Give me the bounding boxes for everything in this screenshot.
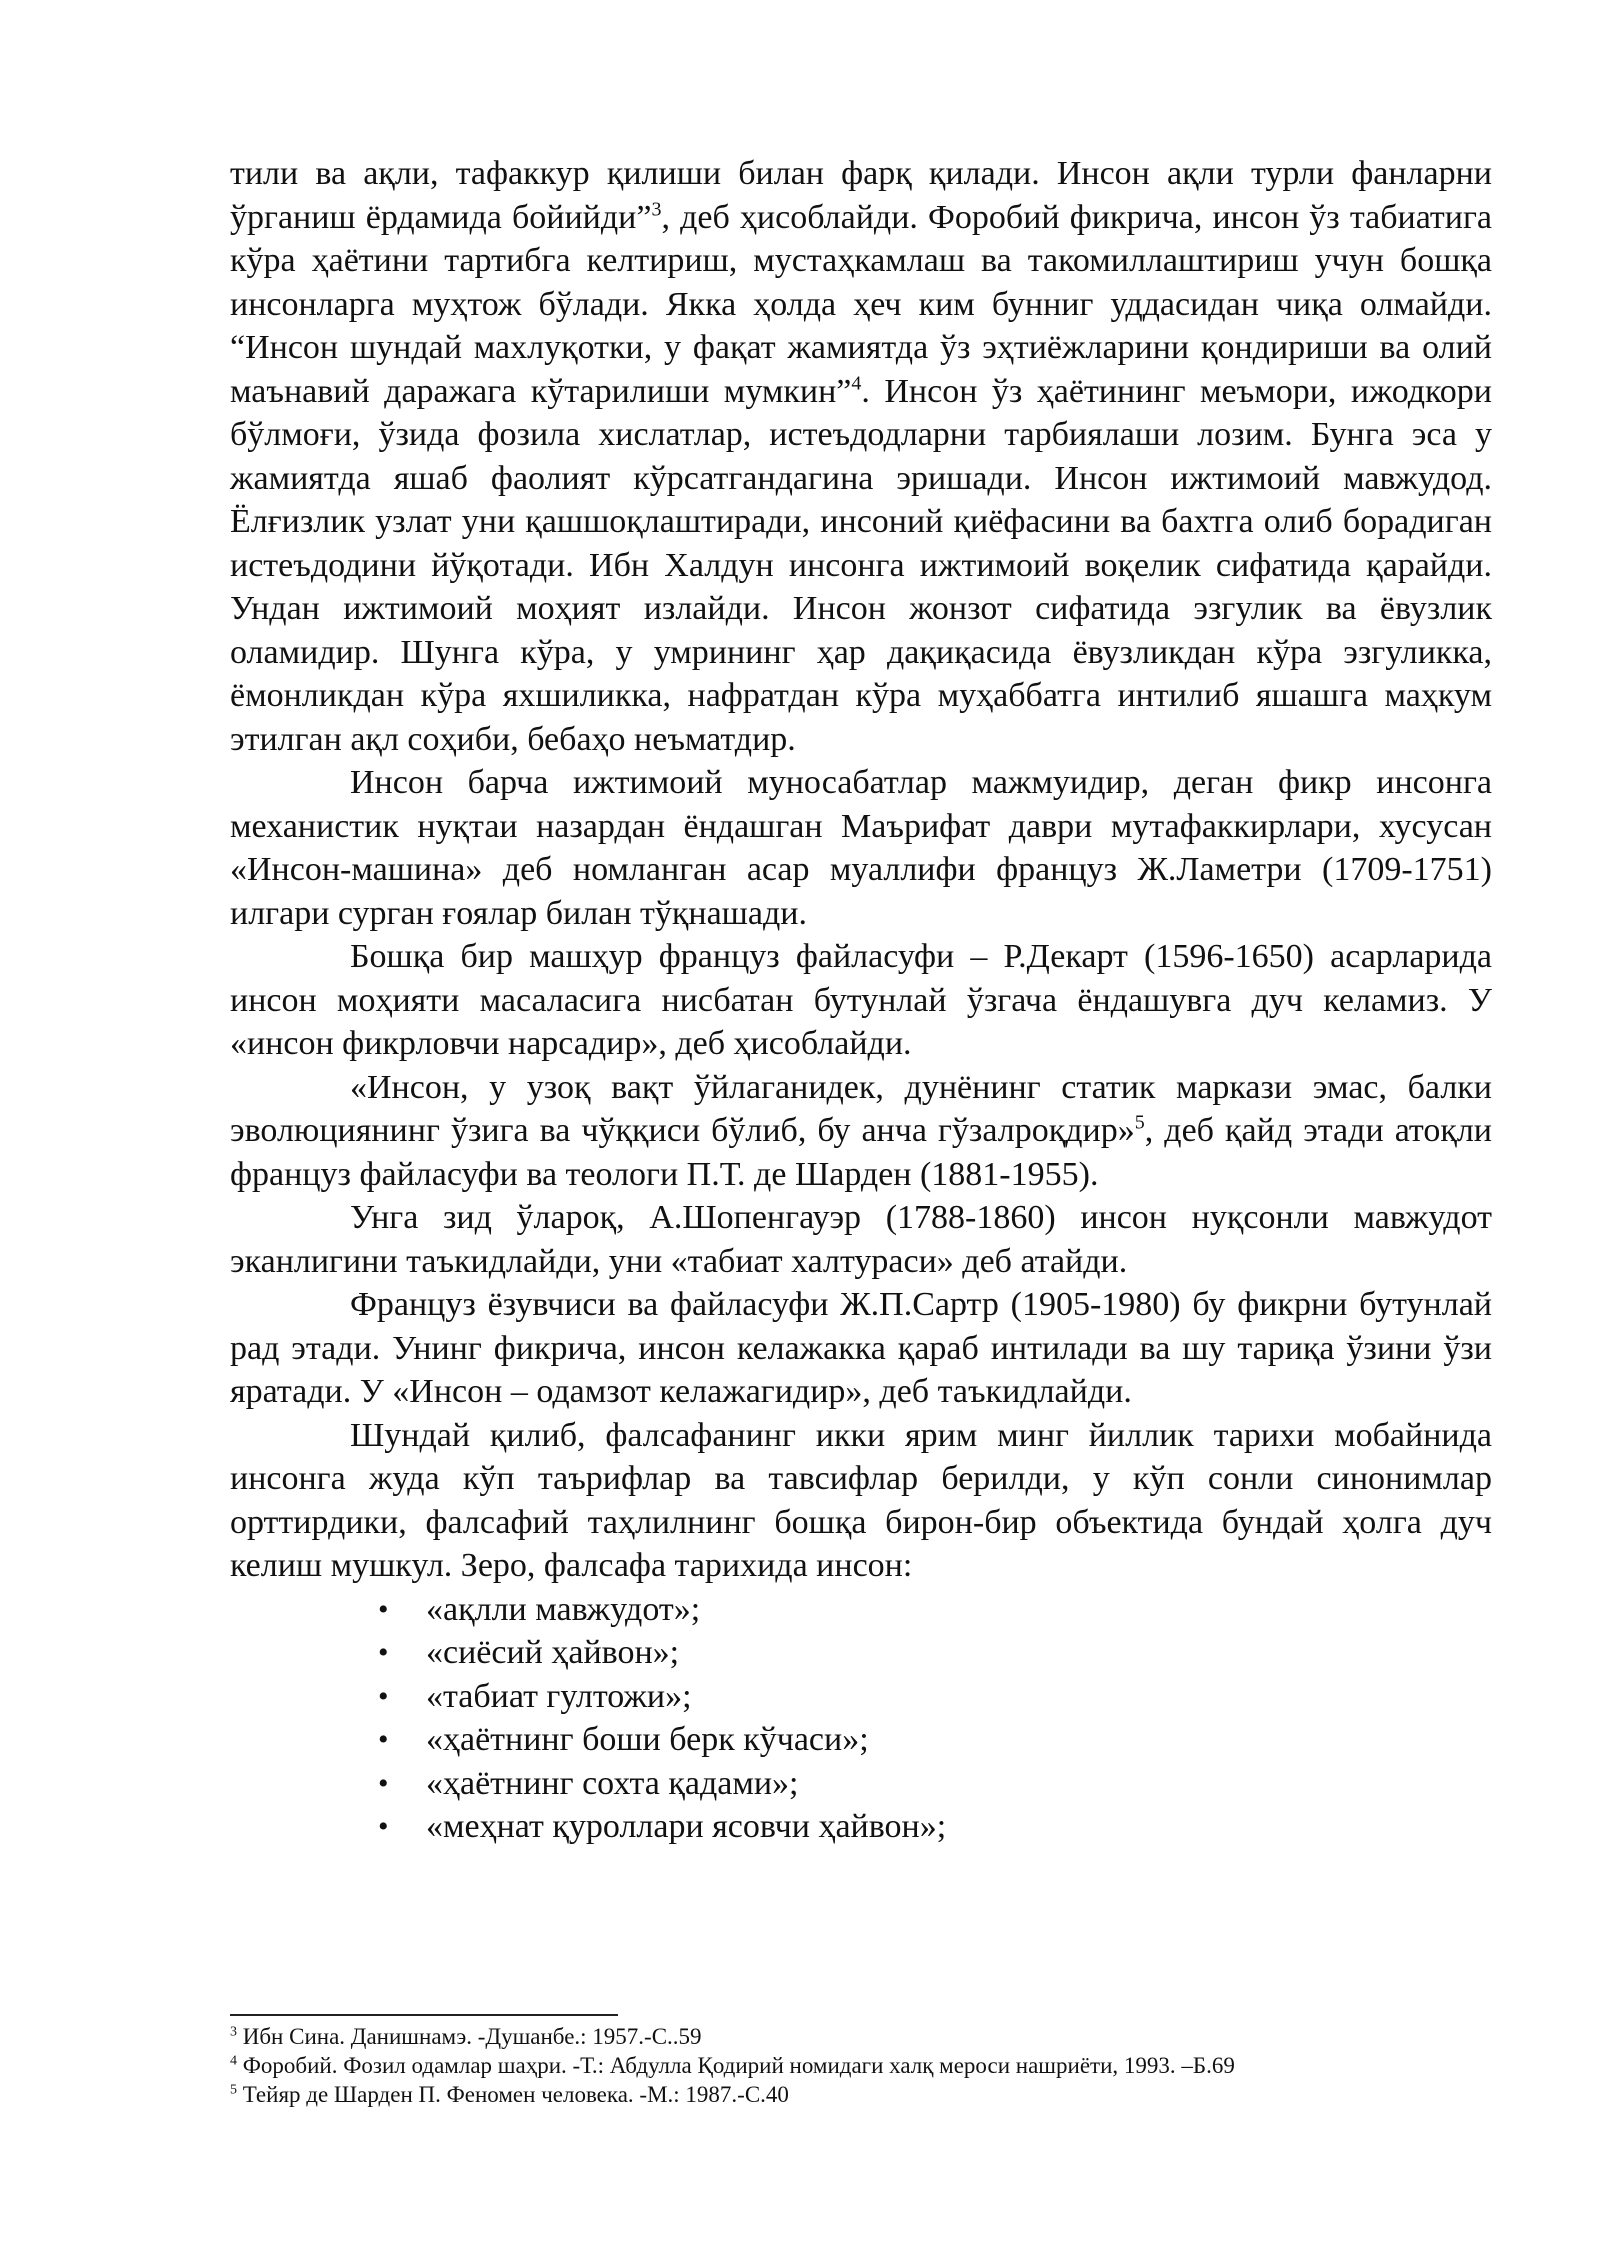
body-paragraph [230, 935, 1492, 1066]
list-item-text: «ҳаётнинг боши берк кўчаси»; [426, 1721, 869, 1758]
bullet-icon: • [378, 1766, 389, 1800]
footnote-text: Форобий. Фозил одамлар шаҳри. -Т.: Абдулла Қодирий номидаги халқ мероси нашриёти, 1993. –Б.69 [237, 2053, 1235, 2078]
list-item [378, 1631, 1492, 1675]
paragraph-text: «Инсон, у узоқ вақт ўйлаганидек, дунёнинг статик маркази эмас, балки эволюциянинг ўзига ва чўққиси бўлиб, бу анча гўзалроқдир» [230, 1068, 1492, 1149]
bullet-icon: • [378, 1723, 389, 1756]
paragraph-text: Шундай қилиб, фалсафанинг икки ярим минг йиллик тарихи мобайнида инсонга жуда кўп таърифлар ва тавсифлар берилди, у кўп сонли синонимлар орттирдики, фалсафий таҳлилнинг бошқа бирон-бир объектида бундай ҳолга дуч келиш мушкул. Зеро, фалсафа тарихида инсон: [230, 1416, 1492, 1584]
list-item [378, 1805, 1492, 1849]
footnotes [230, 2022, 1492, 2109]
footnote [230, 2080, 1492, 2109]
paragraph-text: Француз ёзувчиси ва файласуфи Ж.П.Сартр (1905-1980) бу фикрни бутунлай рад этади. Унинг фикрича, инсон келажакка қараб интилади ва шу тариқа ўзини ўзи яратади. У «Инсон – одамзот келажагидир», деб таъкидлайди. [230, 1286, 1492, 1410]
body-paragraph [230, 152, 1492, 761]
footnote-separator [230, 2014, 618, 2016]
list-item-text: «ақлли мавжудот»; [426, 1590, 701, 1628]
footnote-marker: 5 [1134, 1111, 1145, 1134]
bullet-list [230, 1588, 1492, 1849]
list-item-text: «ҳаётнинг сохта қадами»; [426, 1764, 799, 1802]
bullet-icon: • [378, 1679, 389, 1713]
paragraph-text: , деб қайд этади атоқли француз файласуфи ва теологи П.Т. де Шарден (1881-1955). [230, 1112, 1492, 1193]
footnote-marker: 4 [851, 372, 862, 395]
paragraph-text: . Инсон ўз ҳаётининг меъмори, ижодкори бўлмоғи, ўзида фозила хислатлар, истеъдодларни тарбиялаши лозим. Бунга эса у жамиятда яшаб фаолият кўрсатгандагина эришади. Инсон ижтимоий мавжудод. Ёлғизлик узлат уни қашшоқлаштиради, инсоний қиёфасини ва бахтга олиб борадиган истеъдодини йўқотади. Ибн Халдун инсонга ижтимоий воқелик сифатида қарайди. Ундан ижтимоий моҳият излайди. Инсон жонзот сифатида эзгулик ва ёвузлик оламидир. Шунга кўра, у умрининг ҳар дақиқасида ёвузликдан кўра эзгуликка, ёмонликдан кўра яхшиликка, нафратдан кўра муҳаббатга интилиб яшашга маҳкум этилган ақл соҳиби, бебаҳо неъматдир. [230, 372, 1493, 758]
list-item [378, 1588, 1492, 1632]
paragraph-text: , деб ҳисоблайди. Форобий фикрича, инсон ўз табиатига кўра ҳаётини тартибга келтириш, мустаҳкамлаш ва такомиллаштириш учун бошқа инсонларга муҳтож бўлади. Якка ҳолда ҳеч ким бунниг уддасидан чиқа олмайди. “Инсон шундай махлуқотки, у фақат жамиятда ўз эҳтиёжларини қондириши ва олий маънавий даражага кўтарилиши мумкин” [230, 198, 1492, 410]
list-item [378, 1718, 1492, 1762]
bullet-icon: • [378, 1636, 389, 1669]
footnote-marker: 3 [651, 198, 662, 221]
body-text [230, 152, 1492, 1849]
body-paragraph [230, 1283, 1492, 1414]
list-item [378, 1675, 1492, 1719]
footnote-number: 4 [230, 2053, 237, 2069]
footnote-number: 3 [230, 2024, 237, 2040]
body-paragraph [230, 1414, 1492, 1588]
footnote-number: 5 [230, 2082, 237, 2098]
body-paragraph [230, 1196, 1492, 1283]
body-paragraph [230, 761, 1492, 935]
footnote [230, 2022, 1492, 2051]
paragraph-text: Бошқа бир машҳур француз файласуфи – Р.Декарт (1596-1650) асарларида инсон моҳияти масаласига нисбатан бутунлай ўзгача ёндашувга дуч келамиз. У «инсон фикрловчи нарсадир», деб ҳисоблайди. [230, 938, 1492, 1062]
footnote [230, 2051, 1492, 2080]
list-item-text: «меҳнат қуроллари ясовчи ҳайвон»; [426, 1808, 947, 1845]
list-item-text: «табиат гултожи»; [426, 1677, 692, 1715]
bullet-icon: • [378, 1592, 389, 1626]
list-item [378, 1762, 1492, 1806]
footnote-text: Ибн Сина. Данишнамэ. -Душанбе.: 1957.-С..59 [237, 2024, 702, 2049]
bullet-icon: • [378, 1810, 389, 1843]
paragraph-text: Инсон барча ижтимоий муносабатлар мажмуидир, деган фикр инсонга механистик нуқтаи назардан ёндашган Маърифат даври мутафаккирлари, хусусан «Инсон-машина» деб номланган асар муаллифи француз Ж.Ламетри (1709-1751) илгари сурган ғоялар билан тўқнашади. [230, 764, 1492, 932]
list-item-text: «сиёсий ҳайвон»; [426, 1634, 680, 1671]
paragraph-text: тили ва ақли, тафаккур қилиши билан фарқ қилади. Инсон ақли турли фанларни ўрганиш ёрдамида бойийди” [230, 155, 1492, 236]
paragraph-text: Унга зид ўлароқ, А.Шопенгауэр (1788-1860) инсон нуқсонли мавжудот эканлигини таъкидлайди, уни «табиат халтураси» деб атайди. [230, 1199, 1492, 1280]
footnote-text: Тейяр де Шарден П. Феномен человека. -М.: 1987.-С.40 [237, 2082, 789, 2107]
body-paragraph [230, 1066, 1492, 1197]
